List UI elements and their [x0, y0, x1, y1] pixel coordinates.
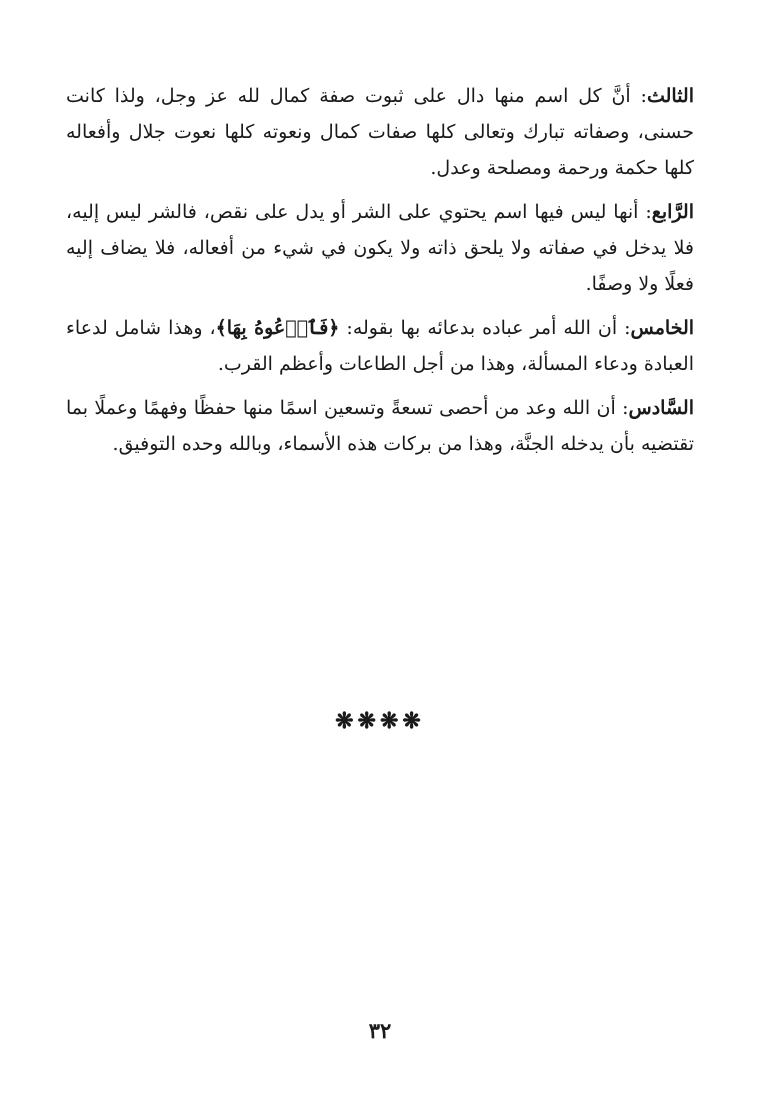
- section-separator: ❋❋❋❋: [335, 708, 425, 734]
- paragraph-text: : أن الله أمر عباده بدعائه بها بقوله:: [339, 317, 631, 339]
- paragraph-text: : أنَّ كل اسم منها دال على ثبوت صفة كمال لله عز وجل، ولذا كانت حسنى، وصفاته تبارك وتعالى كلها صفات كمال ونعوته كلها نعوت جلال وأفعاله كلها حكمة ورحمة ومصلحة وعدل.: [66, 85, 694, 179]
- paragraph-text: : أن الله وعد من أحصى تسعةً وتسعين اسمًا منها حفظًا وفهمًا وعملًا بما تقتضيه بأن يدخله الجنَّة، وهذا من بركات هذه الأسماء، وبالله وحده التوفيق.: [66, 397, 694, 455]
- paragraph-text: : أنها ليس فيها اسم يحتوي على الشر أو يدل على نقص، فالشر ليس إليه، فلا يدخل في صفاته ولا يلحق ذاته ولا يكون في شيء من أفعاله، فلا يضاف إليه فعلًا ولا وصفًا.: [66, 201, 694, 295]
- paragraph-fifth: [66, 310, 694, 382]
- paragraph-third: [66, 78, 694, 186]
- paragraph-fourth: [66, 194, 694, 302]
- paragraph-label: الرَّابع: [651, 201, 694, 223]
- page-number: ٣٢: [368, 1018, 392, 1043]
- paragraph-text-continued: ، وهذا شامل لدعاء العبادة ودعاء المسألة، وهذا من أجل الطاعات وأعظم القرب.: [66, 317, 694, 375]
- quran-verse: ﴿فَٱدۡعُوهُ بِهَا﴾: [215, 317, 340, 339]
- body-text: [66, 78, 694, 470]
- paragraph-label: الخامس: [630, 317, 695, 339]
- paragraph-label: السَّادس: [628, 397, 694, 419]
- paragraph-label: الثالث: [646, 85, 694, 107]
- paragraph-sixth: [66, 390, 694, 462]
